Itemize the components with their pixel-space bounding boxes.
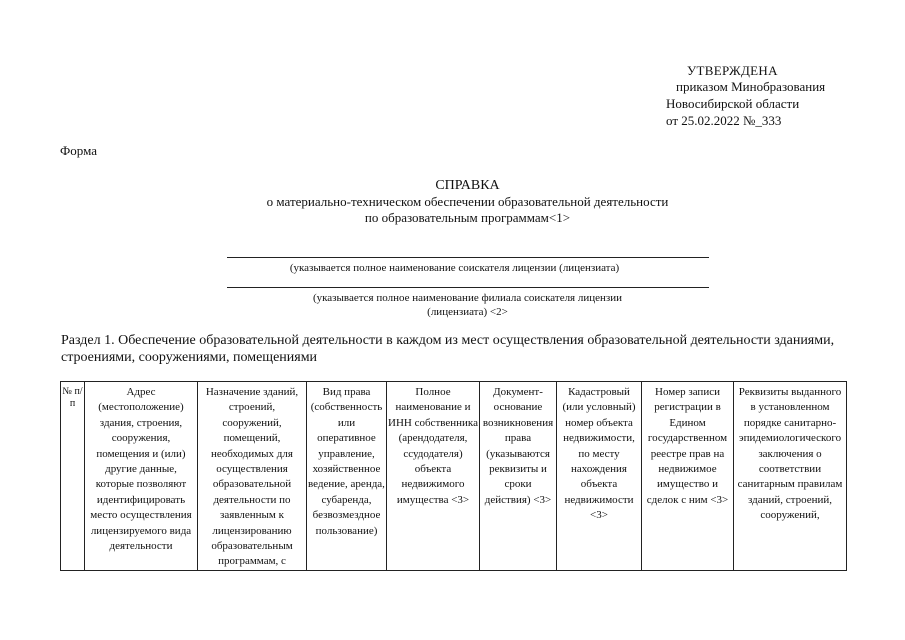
section-title: Раздел 1. Обеспечение образовательной деятельности в каждом из мест осуществления образовательной деятельности зданиями, строениями, сооружениями, помещениями bbox=[61, 333, 835, 365]
approval-region-line: Новосибирской области bbox=[666, 96, 800, 111]
header-cell-right-type: Вид права (собственность или оперативное управление, хозяйственное ведение, аренда, субаренда, безвозмездное пользование) bbox=[307, 382, 387, 571]
applicant-name-caption: (указывается полное наименование соискателя лицензии (лицензиата) bbox=[289, 262, 620, 274]
approval-date-line: от 25.02.2022 №_333 bbox=[666, 113, 782, 128]
header-cell-purpose: Назначение зданий, строений, сооружений, помещений, необходимых для осуществления образовательной деятельности по заявленным к лицензированию образовательным программам, с bbox=[198, 382, 307, 571]
form-label: Форма bbox=[60, 143, 97, 158]
header-cell-cadastral-number: Кадастровый (или условный) номер объекта недвижимости, по месту нахождения объекта недвижимости <3> bbox=[557, 382, 642, 571]
premises-table bbox=[60, 381, 847, 571]
branch-name-line bbox=[227, 287, 709, 288]
applicant-name-line bbox=[227, 257, 709, 258]
header-cell-address: Адрес (местоположение) здания, строения, сооружения, помещения и (или) другие данные, которые позволяют идентифицировать место осуществления лицензируемого вида деятельности bbox=[85, 382, 198, 571]
table-header-row bbox=[61, 382, 847, 571]
header-cell-owner: Полное наименование и ИНН собственника (арендодателя, ссудодателя) объекта недвижимого имущества <3> bbox=[387, 382, 480, 571]
document-subtitle-line1: о материально-техническом обеспечении образовательной деятельности bbox=[266, 194, 669, 209]
header-cell-sanitary-conclusion: Реквизиты выданного в установленном порядке санитарно-эпидемиологического заключения о соответствии санитарным правилам зданий, строений, сооружений, bbox=[734, 382, 847, 571]
approval-title: УТВЕРЖДЕНА bbox=[687, 63, 778, 78]
header-cell-basis-document: Документ-основание возникновения права (указываются реквизиты и сроки действия) <3> bbox=[480, 382, 557, 571]
branch-name-caption-line2: (лицензиата) <2> bbox=[427, 306, 508, 318]
document-title: СПРАВКА bbox=[435, 178, 500, 193]
approval-order-line: приказом Минобразования bbox=[676, 79, 826, 94]
header-cell-registry-record: Номер записи регистрации в Едином государственном реестре прав на недвижимое имущество и сделок с ним <3> bbox=[642, 382, 734, 571]
document-subtitle-line2: по образовательным программам<1> bbox=[364, 210, 571, 225]
branch-name-caption-line1: (указывается полное наименование филиала соискателя лицензии bbox=[312, 292, 623, 304]
header-cell-number: № п/п bbox=[61, 382, 85, 571]
